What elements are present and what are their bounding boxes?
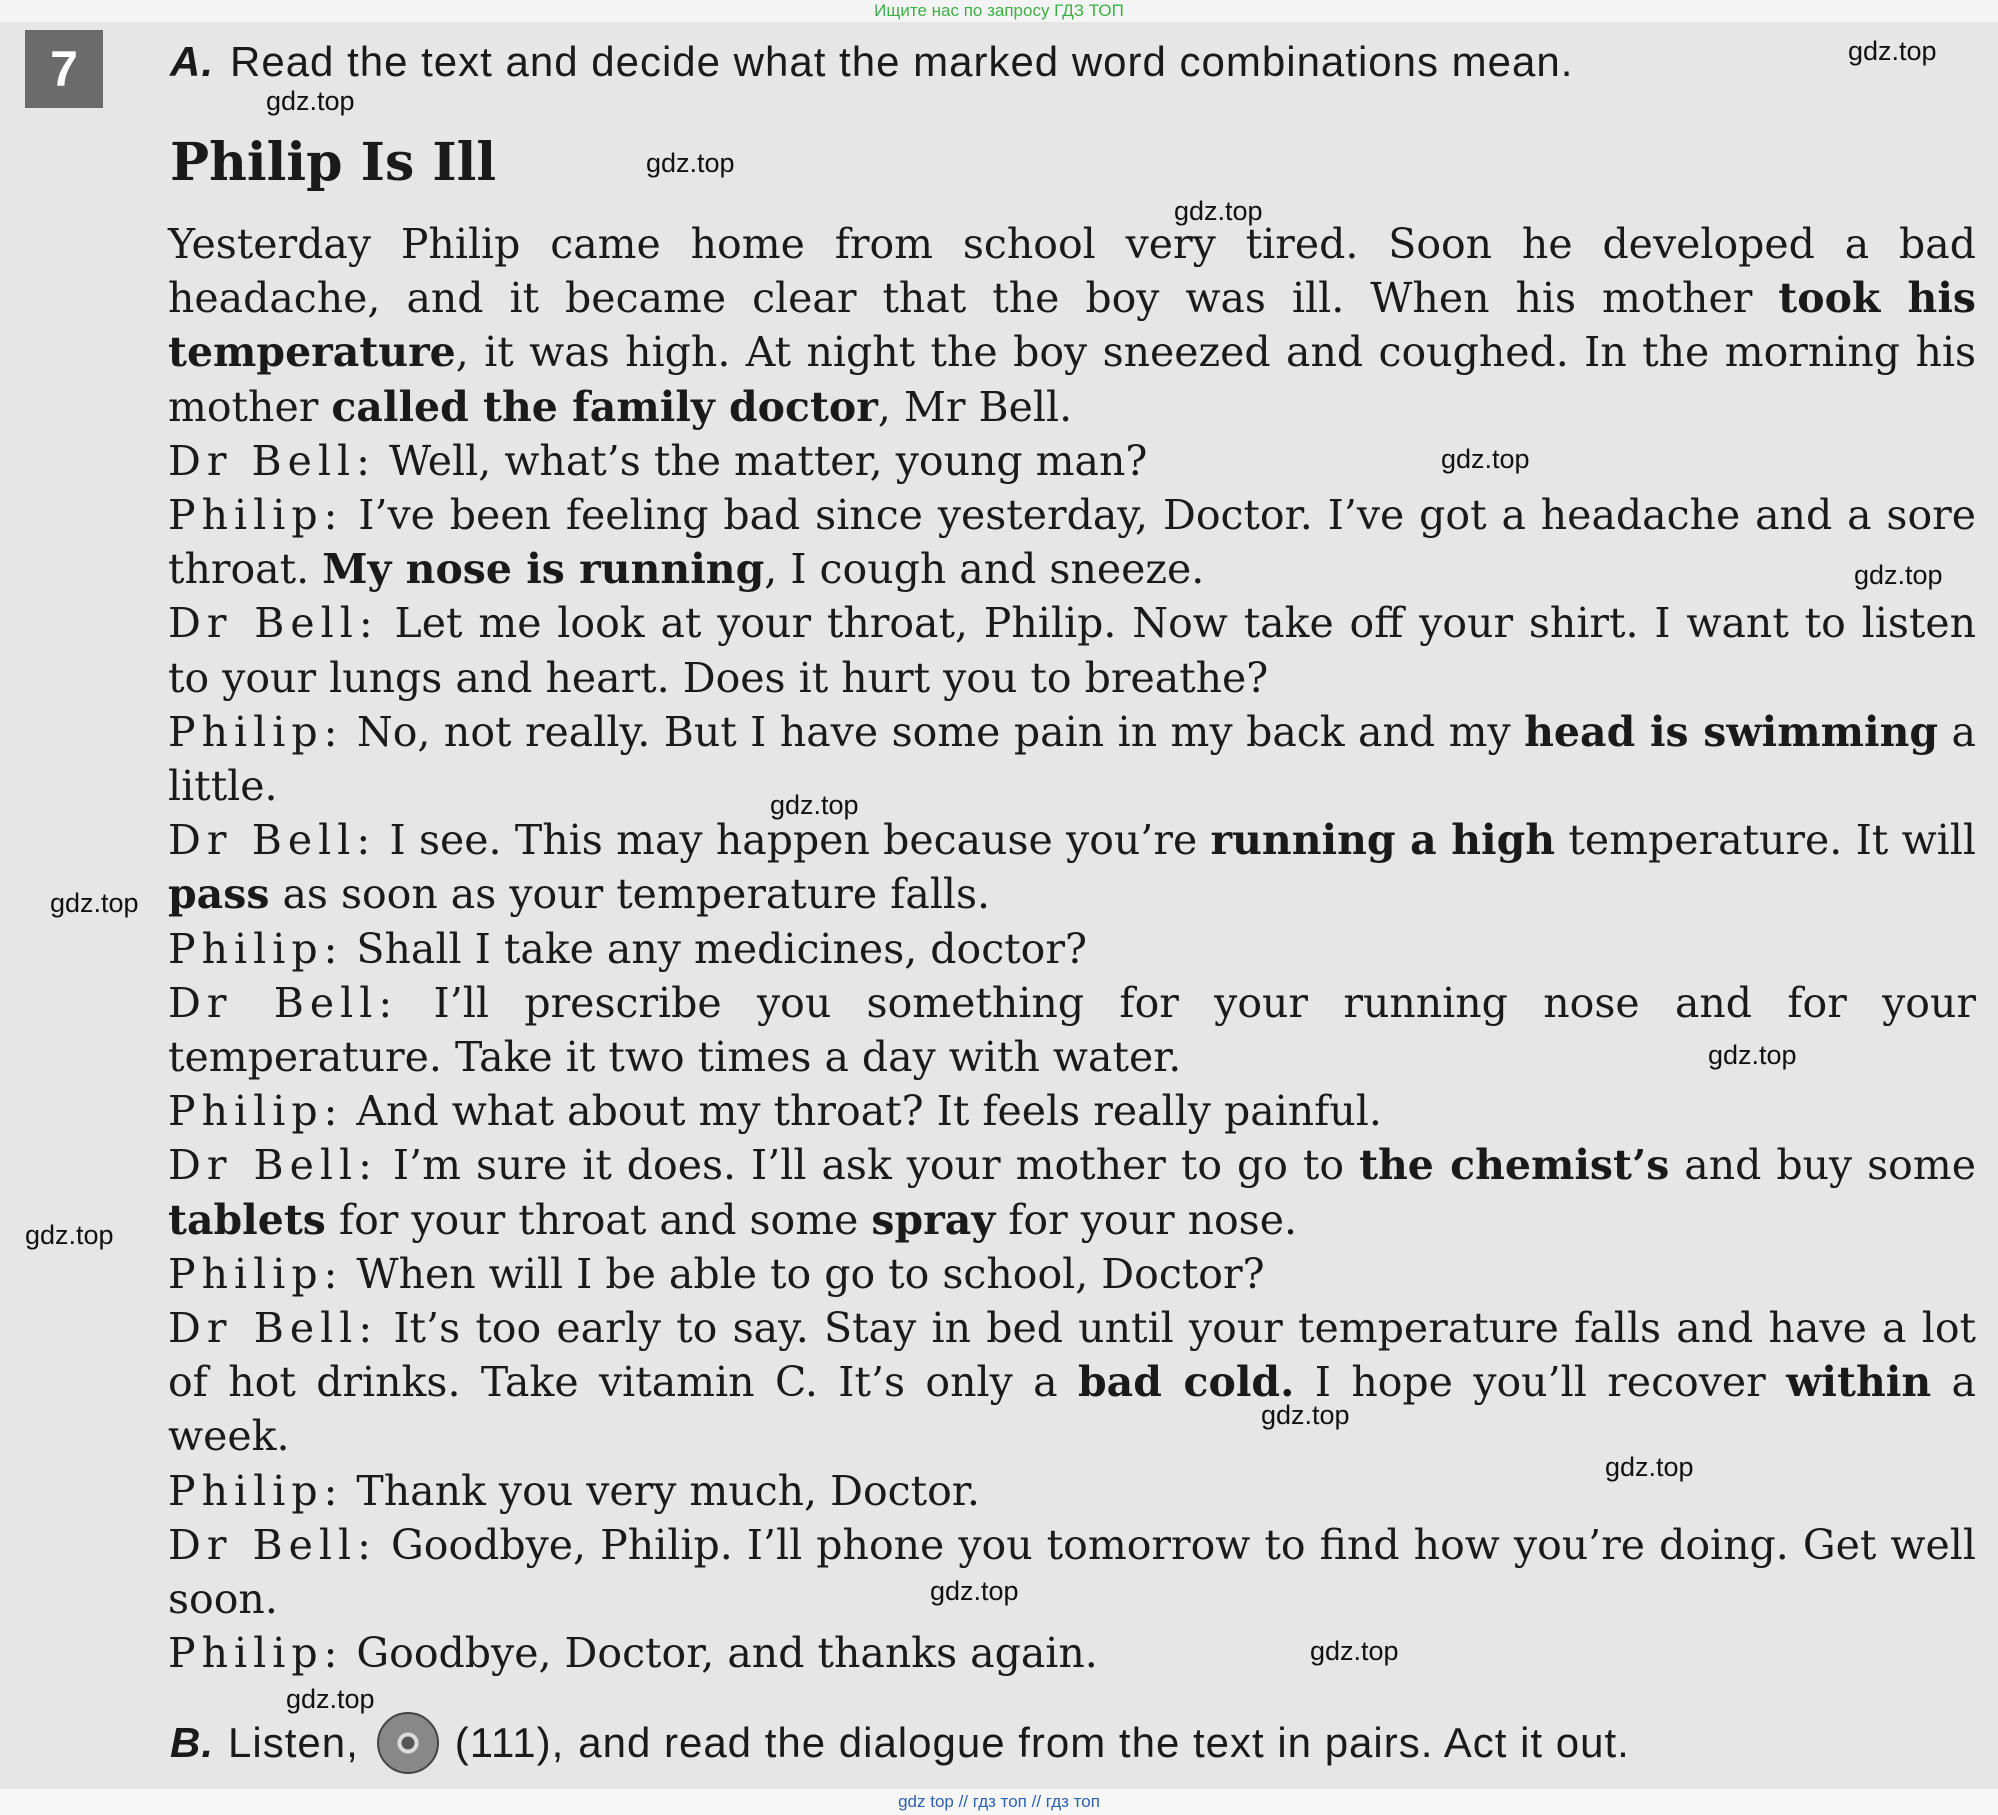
speaker-name: Philip: [168,707,344,756]
dialogue-line [168,922,1976,976]
line-text: a little. [168,707,1977,811]
line-text: I’ve been feeling bad since yesterday, Doctor. I’ve got a headache and a sore throat. [168,491,1976,594]
watermark: gdz.top [50,888,139,918]
dialogue-line [168,1464,1976,1518]
text-run: , it was high. At night the boy sneezed and coughed. In the morning his mother [168,328,1976,431]
marked-phrase: running a high [1210,816,1556,865]
speaker-name: Philip: [168,924,344,973]
watermark: gdz.top [1174,196,1263,226]
marked-phrase: spray [871,1195,996,1244]
track-number: (111), [454,1719,565,1766]
text-run: Yesterday Philip came home from school very tired. Soon he developed a bad headache, and it became clear that the boy was ill. When his mother [168,220,1976,323]
marked-phrase: the chemist’s [1359,1141,1670,1190]
watermark: gdz.top [1261,1400,1350,1430]
marked-phrase: My nose is running [322,545,765,594]
dialogue-line [168,488,1976,596]
line-text: , I cough and sneeze. [764,545,1205,594]
line-text: Goodbye, Doctor, and thanks again. [343,1629,1098,1678]
dialogue-line [168,1138,1976,1246]
line-text: I’ll prescribe you something for your running nose and for your temperature. Take it two times a day with water. [168,978,1976,1082]
marked-phrase: called the family doctor [331,382,878,431]
line-text: as soon as your temperature falls. [269,870,991,919]
dialogue-line [168,1518,1976,1626]
dialogue-line [168,596,1976,704]
watermark: gdz.top [1441,444,1530,474]
task-b-text-start: Listen, [228,1719,359,1766]
task-b-marker: B. [170,1719,214,1766]
task-b-instruction [170,1712,1630,1774]
line-text: and buy some [1669,1141,1977,1190]
line-text: Well, what’s the matter, young man? [375,436,1148,485]
speaker-name: Dr Bell: [168,978,399,1027]
intro-paragraph [168,217,1976,434]
line-text: for your throat and some [325,1195,872,1244]
dialogue-line [168,1301,1976,1464]
line-text: a week. [168,1358,1976,1461]
dialogue-line [168,434,1976,488]
line-text: I hope you’ll recover [1294,1358,1787,1407]
marked-phrase: pass [168,870,270,919]
dialogue-line [168,1626,1976,1680]
watermark: gdz.top [1605,1452,1694,1482]
speaker-name: Dr Bell: [168,1141,378,1190]
line-text: I see. This may happen because you’re [376,816,1211,865]
watermark: gdz.top [930,1576,1019,1606]
speaker-name: Dr Bell: [168,816,377,865]
speaker-name: Philip: [168,1249,344,1298]
line-text: And what about my throat? It feels really painful. [343,1087,1382,1136]
dialogue-line [168,1247,1976,1301]
task-b-text-end: and read the dialogue from the text in pairs. Act it out. [578,1719,1630,1766]
dialogue-line [168,1084,1976,1138]
watermark: gdz.top [25,1220,114,1250]
bottom-banner[interactable]: gdz top // гдз топ // гдз топ [0,1789,1998,1815]
speaker-name: Philip: [168,491,344,540]
line-text: for your nose. [995,1195,1298,1244]
top-banner[interactable]: Ищите нас по запросу ГДЗ ТОП [0,0,1998,22]
speaker-name: Dr Bell: [168,599,379,648]
line-text: Let me look at your throat, Philip. Now take off your shirt. I want to listen to your lungs and heart. Does it hurt you to breathe? [168,599,1977,702]
watermark: gdz.top [266,86,355,116]
dialogue-line [168,976,1976,1084]
watermark: gdz.top [1708,1040,1797,1070]
line-text: No, not really. But I have some pain in my back and my [343,707,1525,756]
line-text: Goodbye, Philip. I’ll phone you tomorrow to find how you’re doing. Get well soon. [168,1520,1977,1624]
watermark: gdz.top [1854,560,1943,590]
text-title: Philip Is Ill [170,132,497,193]
marked-phrase: within [1786,1358,1932,1407]
watermark: gdz.top [1310,1636,1399,1666]
marked-phrase: tablets [168,1195,326,1244]
speaker-name: Dr Bell: [168,1520,377,1569]
line-text: It’s too early to say. Stay in bed until your temperature falls and have a lot of hot drinks. Take vitamin C. It’s only a [168,1304,1976,1407]
audio-cd-icon[interactable] [377,1712,439,1774]
speaker-name: Philip: [168,1629,344,1678]
speaker-name: Philip: [168,1087,344,1136]
line-text: temperature. It will [1555,816,1977,865]
watermark: gdz.top [1848,36,1937,66]
watermark: gdz.top [770,790,859,820]
marked-phrase: bad cold. [1078,1358,1295,1407]
story-text [168,217,1976,1680]
speaker-name: Philip: [168,1466,344,1515]
marked-phrase: took his temperature [168,274,1976,377]
line-text: Thank you very much, Doctor. [343,1466,980,1515]
text-run: , Mr Bell. [877,382,1073,431]
speaker-name: Dr Bell: [168,436,376,485]
task-a-instruction [170,38,1950,86]
task-a-text: Read the text and decide what the marked word combinations mean. [230,38,1574,85]
watermark: gdz.top [286,1684,375,1714]
dialogue-line [168,813,1976,921]
dialogue-line [168,705,1976,813]
marked-phrase: head is swimming [1524,707,1939,756]
task-a-marker: A. [170,38,214,85]
exercise-number-badge: 7 [25,30,103,108]
speaker-name: Dr Bell: [168,1304,379,1353]
line-text: When will I be able to go to school, Doctor? [343,1249,1265,1298]
line-text: I’m sure it does. I’ll ask your mother to go to [377,1141,1360,1190]
watermark: gdz.top [646,148,735,178]
line-text: Shall I take any medicines, doctor? [343,924,1087,973]
